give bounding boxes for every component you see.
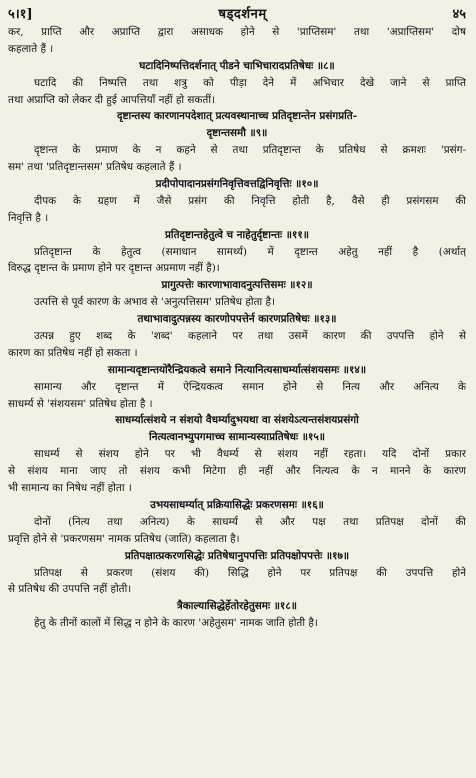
commentary-line: कर, प्राप्ति और अप्राप्ति द्वारा असाधक होने से 'प्राप्तिसम' तथा 'अप्राप्तिसम' दोष [8,26,466,38]
commentary-line: प्रतिपक्ष से प्रकरण (संशय की) सिद्धि होने पर प्रतिपक्ष की उपपत्ति होने [34,566,466,579]
commentary-line: से संशय माना जाए तो संशय कभी मिटेगा ही नहीं और नित्यत्व के न मानने के कारण [8,465,466,478]
sutra-line: सामान्यदृष्टान्तयोरैन्द्रियकत्वे समाने नित्यानित्यसाधर्म्यात्संशयसमः ॥१४॥ [107,363,367,376]
sutra-line: दृष्टान्तसमौ ॥९॥ [206,127,268,140]
commentary-line: साधर्म्य से संशय होने पर भी वैधर्म्य से संशय नहीं रहता। यदि दोनों प्रकार [34,448,466,461]
commentary-line: तथा अप्राप्ति को लेकर दी हुई आपत्तियाँ नहीं हो सकतीं। [8,93,215,106]
sutra-line: प्रतिदृष्टान्तहेतुत्वे च नाहेतुर्दृष्टान्तः ॥११॥ [165,228,309,241]
chapter-marker: ५।१] [8,7,33,22]
commentary-line: उत्पत्ति से पूर्व कारण के अभाव से 'अनुत्पत्तिसम' प्रतिषेध होता है। [34,296,275,309]
sutra-line: प्रतिपक्षात्प्रकरणसिद्धेः प्रतिषेधानुपपत्तिः प्रतिपक्षोपपत्तेः ॥१७॥ [124,549,350,562]
commentary-line: प्रवृत्ति होने से 'प्रकरणसम' नामक प्रतिषेध (जाति) कहलाता है। [8,532,240,545]
commentary-line: घटादि की निष्पत्ति तथा शत्रु को पीड़ा देने में अभिचार देखे जाने से प्राप्ति [34,76,466,89]
sutra-line: दृष्टान्तस्य कारणानपदेशात् प्रत्यवस्थानाच्च प्रतिदृष्टान्तेन प्रसंगप्रति- [116,110,358,123]
sutra-line: प्रदीपोपादानप्रसंगनिवृत्तिवत्तद्विनिवृत्तिः ॥१०॥ [155,178,319,191]
page-body [8,24,466,632]
sutra-line: प्रागुत्पत्तेः कारणाभावादनुत्पत्तिसमः ॥१२॥ [161,279,313,292]
commentary-line: कहलाते हैं । [8,42,54,55]
commentary-line: दोनों (नित्य तथा अनित्य) के साधर्म्य से और पक्ष तथा प्रतिपक्ष दोनों की [34,515,466,528]
commentary-line: दृष्टान्त के प्रमाण के न कहने से तथा प्रतिदृष्टान्त के प्रतिषेध से क्रमशः 'प्रसंग- [34,144,466,157]
sutra-line: साधर्म्यात्संशये न संशयो वैधर्म्यादुभयथा वा संशयेऽत्यन्तसंशयप्रसंगो [115,414,359,427]
commentary-line: हेतु के तीनों कालों में सिद्ध न होने के कारण 'अहेतुसम' नामक जाति होती है। [34,617,318,630]
commentary-line: विरुद्ध दृष्टान्त के प्रमाण होने पर दृष्टान्त अप्रमाण नहीं है)। [8,262,220,275]
commentary-line: प्रतिदृष्टान्त के हेतुत्व (समाधान सामर्थ्य) में दृष्टान्त अहेतु नहीं है (अर्थात् [34,245,466,258]
sutra-line: घटादिनिष्पत्तिदर्शनात् पीडने चाभिचारादप्रतिषेधः ॥८॥ [139,59,335,72]
commentary-line: दीपक के ग्रहण में जैसे प्रसंग की निवृत्ति होती है, वैसे ही प्रसंगसम की [34,194,466,207]
page-number: ४५ [452,7,466,22]
sutra-line: त्रैकाल्यासिद्धेर्हेतोरहेतुसमः ॥१८॥ [177,600,297,613]
commentary-line: निवृत्ति है । [8,211,49,224]
sutra-line: तथाभावादुत्पन्नस्य कारणोपपत्तेर्न कारणप्रतिषेधः ॥१३॥ [137,313,337,326]
sutra-line: उभयसाधर्म्यात् प्रक्रियासिद्धेः प्रकरणसमः ॥१६॥ [150,498,324,511]
commentary-line: साधर्म्य से 'संशयसम' प्रतिषेध होता है । [8,397,153,410]
commentary-line: उत्पन्न हुए शब्द के 'शब्द' कहलाने पर तथा उसमें कारण की उपपत्ति होने से [34,330,466,343]
commentary-line: सामान्य और दृष्टान्त में ऐन्द्रियकत्व समान होने से नित्य और अनित्य के [34,380,466,393]
commentary-line: सम' तथा 'प्रतिदृष्टान्तसम' प्रतिषेध कहलाते हैं । [8,161,182,174]
page-header [8,4,466,24]
commentary-line: भी सामान्य का निषेध नहीं होता । [8,482,132,495]
running-title: षड्‍दर्शनम् [218,7,267,22]
sutra-line: नित्यत्वानभ्युपगमाच्च सामान्यस्याप्रतिषेधः ॥१५॥ [149,431,325,444]
commentary-line: से प्रतिषेध की उपपत्ति नहीं होती। [8,583,132,596]
commentary-line: कारण का प्रतिषेध नहीं हो सकता । [8,346,138,359]
